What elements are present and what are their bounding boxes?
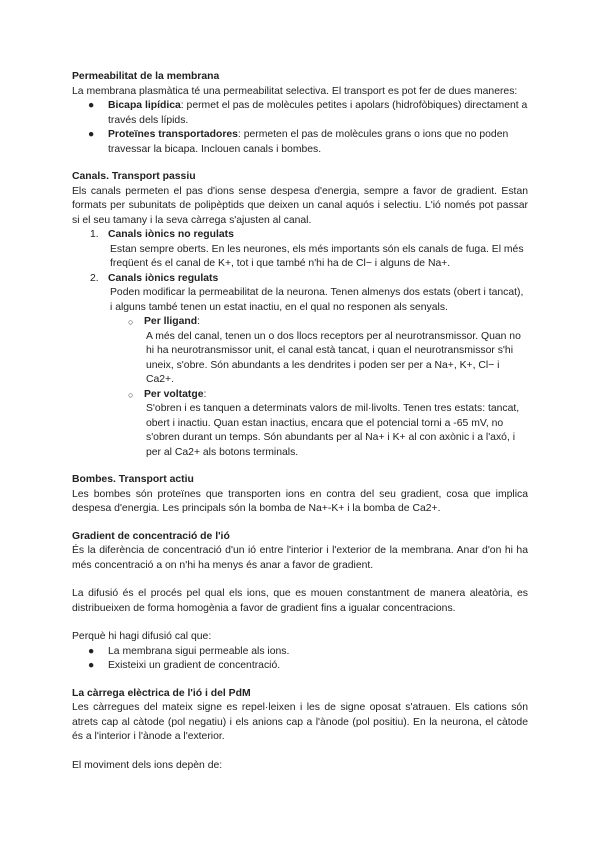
paragraph: Les càrregues del mateix signe es repel·leixen i les de signe oposat s'atrauen. Els cations són atrets cap al càtode (pol negatiu) i els anions cap a l'ànode (pol positiu). En la neurona, el càtode és a l'interior i l'ànode a l'exterior. bbox=[72, 702, 528, 742]
bullet-icon: ● bbox=[88, 645, 95, 657]
section-heading: La càrrega elèctrica de l'ió i del PdM bbox=[72, 687, 251, 699]
list-item bbox=[72, 228, 528, 272]
bullet-icon: ● bbox=[88, 100, 95, 111]
list-item-text: La membrana sigui permeable als ions. bbox=[108, 645, 290, 657]
numbered-list bbox=[72, 228, 528, 460]
list-item bbox=[72, 128, 528, 157]
sub-list bbox=[108, 315, 528, 460]
list-item bbox=[72, 272, 528, 461]
paragraph: El moviment dels ions depèn de: bbox=[72, 759, 223, 771]
section-heading: Canals. Transport passiu bbox=[72, 171, 196, 182]
section-heading: Bombes. Transport actiu bbox=[72, 474, 194, 485]
list-item-text: : permet el pas de molècules petites i apolars (hidrofòbiques) directament a través dels lípids. bbox=[108, 100, 528, 126]
sub-list-item bbox=[108, 315, 528, 388]
list-number: 1. bbox=[90, 229, 99, 240]
bullet-icon: ● bbox=[88, 129, 95, 140]
sub-list-item bbox=[108, 388, 528, 461]
paragraph: La difusió és el procés pel qual els ions, que es mouen constantment de manera aleatòria, es distribueixen de forma homogènia a favor de gradient fins a igualar concentracions. bbox=[72, 588, 528, 614]
sub-item-title: Per voltatge bbox=[144, 388, 204, 400]
document-page bbox=[72, 70, 528, 786]
section-passive-transport bbox=[72, 170, 528, 460]
bullet-list bbox=[72, 99, 528, 157]
sub-item-title: Per lligand bbox=[144, 316, 198, 327]
list-item-text: : permeten el pas de molècules grans o ions que no poden travessar la bicapa. Inclouen canals i bombes. bbox=[108, 129, 509, 155]
section-heading: Gradient de concentració de l'ió bbox=[72, 530, 230, 542]
list-number: 2. bbox=[90, 272, 99, 284]
list-item-text: Existeixi un gradient de concentració. bbox=[108, 660, 281, 671]
section-electric-charge bbox=[72, 687, 528, 774]
term: Proteïnes transportadores bbox=[108, 129, 238, 140]
sub-item-text: S'obren i es tanquen a determinats valors de mil·livolts. Tenen tres estats: tancat, obert i inactiu. Quan estan inactius, encara que el potencial torni a -65 mV, no s'obren durant un temps. Són abundants per al Na+ i K+ al con axònic i a l'axó, i per al Ca2+ als botons terminals. bbox=[146, 403, 520, 458]
bullet-list bbox=[72, 645, 528, 674]
section-membrane-permeability bbox=[72, 70, 528, 157]
paragraph: És la diferència de concentració d'un ió entre l'interior i l'exterior de la membrana. Anar d'on hi ha més concentració a on n'hi ha menys és anar a favor de gradient. bbox=[72, 545, 528, 571]
list-item bbox=[72, 659, 528, 674]
paragraph: Perquè hi hagi difusió cal que: bbox=[72, 631, 212, 642]
circle-bullet-icon: ○ bbox=[128, 317, 134, 327]
bullet-icon: ● bbox=[88, 660, 95, 671]
term: Bicapa lipídica bbox=[108, 100, 181, 111]
colon: : bbox=[203, 388, 207, 400]
colon: : bbox=[197, 316, 201, 327]
list-item-title: Canals iònics regulats bbox=[108, 272, 219, 284]
section-active-transport bbox=[72, 473, 528, 517]
list-item bbox=[72, 99, 528, 128]
list-item bbox=[72, 645, 528, 660]
list-item-title: Canals iònics no regulats bbox=[108, 229, 234, 240]
section-heading: Permeabilitat de la membrana bbox=[72, 71, 220, 82]
section-concentration-gradient bbox=[72, 530, 528, 674]
list-item-text: Estan sempre oberts. En les neurones, els més importants són els canals de fuga. El més freqüent és el canal de K+, tot i que també n'hi ha de Cl− i alguns de Na+. bbox=[110, 243, 524, 269]
paragraph: La membrana plasmàtica té una permeabilitat selectiva. El transport es pot fer de dues maneres: bbox=[72, 85, 518, 97]
paragraph: Les bombes són proteïnes que transporten ions en contra del seu gradient, cosa que implica despesa d'energia. Les principals són la bomba de Na+-K+ i la bomba de Ca2+. bbox=[72, 488, 528, 514]
sub-item-text: A més del canal, tenen un o dos llocs receptors per al neurotransmissor. Quan no hi ha neurotransmissor unit, el canal està tancat, i quan el neurotransmissor s'hi uneix, s'obre. Són abundants a les dendrites i poden ser per a Na+, K+, Cl− i Ca2+. bbox=[146, 330, 521, 385]
list-item-text: Poden modificar la permeabilitat de la neurona. Tenen almenys dos estats (obert i tancat), i alguns també tenen un estat inactiu, en el qual no responen als senyals. bbox=[110, 287, 524, 313]
paragraph: Els canals permeten el pas d'ions sense despesa d'energia, sempre a favor de gradient. Estan formats per subunitats de polipèptids que deixen un canal aquós i selectiu. L'ió només pot passar si el seu tamany i la seva càrrega s'ajusten al canal. bbox=[72, 185, 528, 226]
circle-bullet-icon: ○ bbox=[128, 389, 134, 400]
